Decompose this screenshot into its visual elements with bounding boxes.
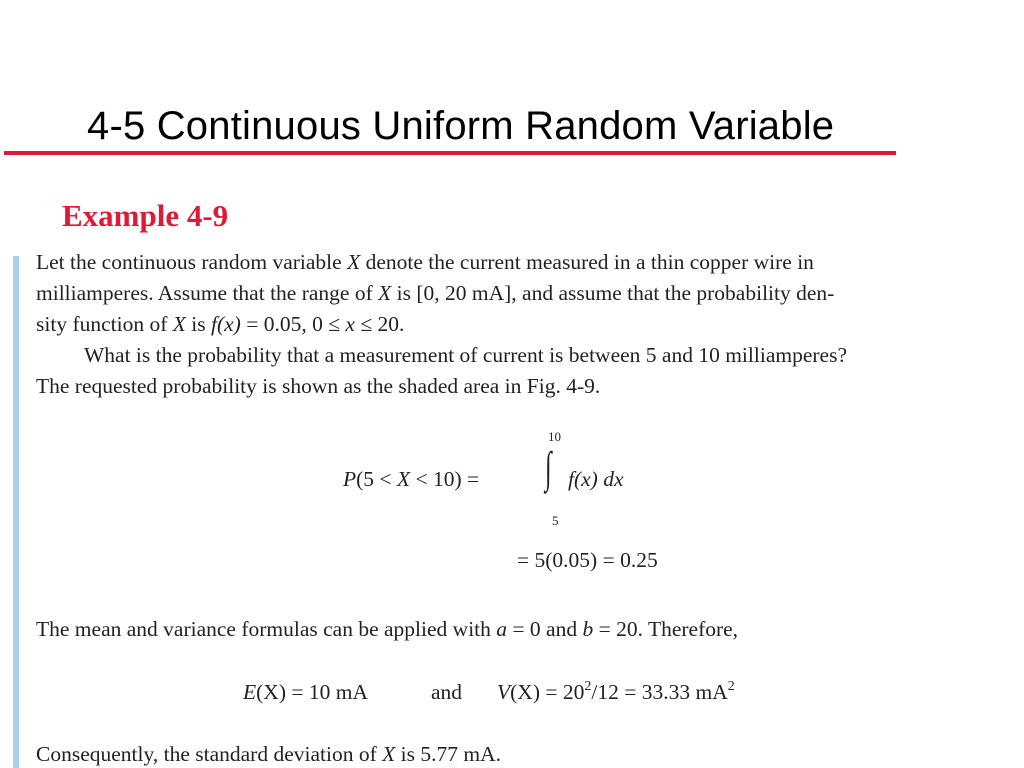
variance-equation	[497, 680, 735, 705]
function-fx: f(x)	[568, 467, 598, 491]
text-span: ≤ 20.	[360, 312, 405, 336]
text-span: is [0, 20 mA], and assume that the probability den-	[396, 281, 835, 305]
paragraph-1-line-2	[36, 281, 834, 306]
text-span: sity function of	[36, 312, 168, 336]
example-heading: Example 4-9	[62, 198, 229, 233]
text-span: = 0 and	[512, 617, 578, 641]
variable-x: x	[345, 312, 355, 336]
paragraph-2-line-2: The requested probability is shown as the shaded area in Fig. 4-9.	[36, 374, 601, 398]
text-span: is	[191, 312, 206, 336]
paragraph-1-line-3	[36, 312, 404, 337]
probability-lhs	[343, 467, 479, 492]
text-span: (5 <	[356, 467, 392, 491]
exponent: 2	[584, 679, 592, 694]
variable-x: x	[613, 467, 624, 491]
variable-X: X	[172, 312, 186, 336]
variable-a: a	[496, 617, 508, 641]
text-span: The mean and variance formulas can be applied with	[36, 617, 491, 641]
variable-X: X	[382, 742, 396, 766]
variable-X: X	[396, 467, 411, 491]
text-span: Consequently, the standard deviation of	[36, 742, 377, 766]
probability-result: = 5(0.05) = 0.25	[517, 548, 658, 572]
text-span: = 10 mA	[291, 680, 369, 704]
integral-upper-limit: 10	[548, 429, 561, 444]
text-span: denote the current measured in a thin copper wire in	[365, 250, 814, 274]
text-span: = 0.05, 0 ≤	[246, 312, 341, 336]
and-word: and	[431, 680, 463, 704]
mean-equation	[243, 680, 368, 705]
text-span: is 5.77 mA.	[400, 742, 501, 766]
paragraph-3	[36, 617, 738, 642]
text-span: (X)	[256, 680, 286, 704]
paragraph-2-line-1: What is the probability that a measurement of current is between 5 and 10 milliamperes?	[84, 343, 847, 367]
paragraph-4	[36, 742, 501, 767]
integral-lower-limit: 5	[552, 513, 559, 528]
text-span: = 20	[545, 680, 585, 704]
text-span: /12 = 33.33 mA	[591, 680, 728, 704]
symbol-V: V	[497, 680, 511, 704]
text-span: (X)	[510, 680, 540, 704]
variable-b: b	[582, 617, 594, 641]
function-fx: f(x)	[210, 312, 241, 336]
symbol-d: d	[603, 467, 614, 491]
symbol-P: P	[343, 467, 357, 491]
variable-X: X	[378, 281, 392, 305]
text-span: milliamperes. Assume that the range of	[36, 281, 373, 305]
text-span: = 20. Therefore,	[598, 617, 739, 641]
text-span: Let the continuous random variable	[36, 250, 342, 274]
paragraph-1-line-1	[36, 250, 814, 275]
title-underline	[4, 151, 896, 155]
text-span: < 10) =	[415, 467, 480, 491]
slide-title: 4-5 Continuous Uniform Random Variable	[87, 104, 835, 148]
integrand	[568, 467, 624, 492]
symbol-E: E	[243, 680, 257, 704]
integral-sign: ∫	[545, 443, 552, 492]
variable-X: X	[347, 250, 361, 274]
left-accent-bar	[13, 256, 19, 768]
exponent: 2	[727, 679, 735, 694]
